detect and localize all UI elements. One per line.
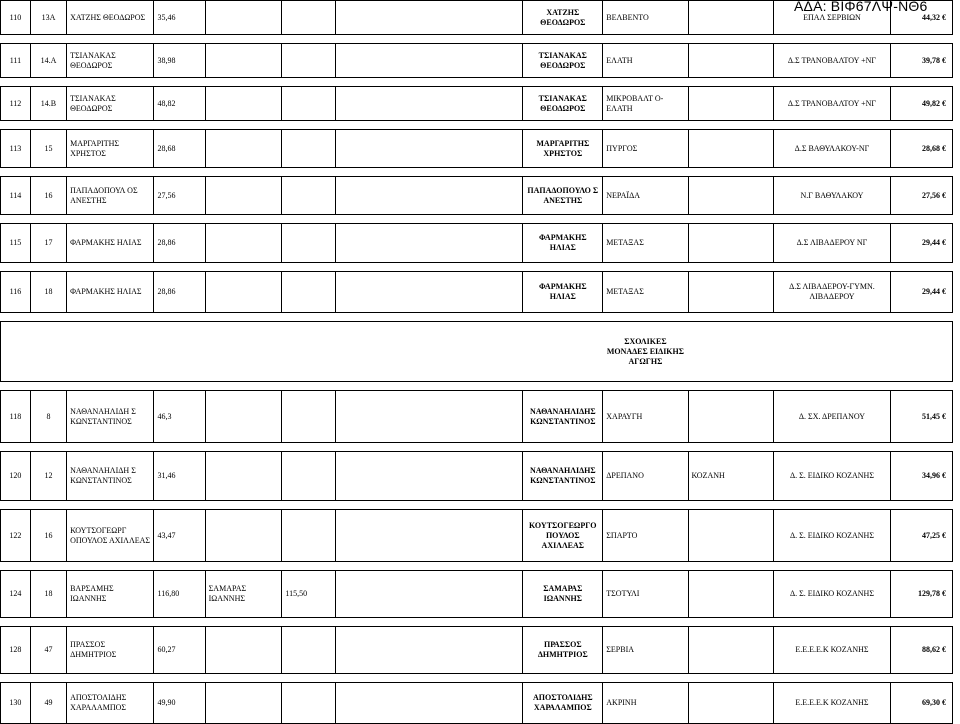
school-name: Δ. Σ. ΕΙΔΙΚΟ ΚΟΖΑΝΗΣ <box>773 452 890 501</box>
spacer-row <box>1 78 953 87</box>
school-name: Δ.Σ ΒΑΘΥΛΑΚΟΥ-ΝΓ <box>773 130 890 168</box>
contractor-name: ΠΑΠΑΔΟΠΟΥΛ ΟΣ ΑΝΕΣΤΗΣ <box>67 177 154 215</box>
row-index: 111 <box>1 44 31 78</box>
daily-cost: 39,78 € <box>891 44 953 78</box>
awarded-name: ΚΟΥΤΣΟΓΕΩΡΓΟ ΠΟΥΛΟΣ ΑΧΙΛΛΕΑΣ <box>523 510 603 562</box>
second-contractor-name <box>205 1 282 35</box>
spacer-row <box>1 562 953 571</box>
school-name: Δ. Σ. ΕΙΔΙΚΟ ΚΟΖΑΝΗΣ <box>773 510 890 562</box>
region-name <box>688 627 773 674</box>
school-name: ΕΠΑΛ ΣΕΡΒΙΩΝ <box>773 1 890 35</box>
second-contractor-name <box>205 44 282 78</box>
route-number: 16 <box>30 510 66 562</box>
contractor-name: ΧΑΤΖΗΣ ΘΕΟΔΩΡΟΣ <box>67 1 154 35</box>
spacer-cell <box>1 618 953 627</box>
row-index: 115 <box>1 224 31 263</box>
contractor-amount: 35,46 <box>154 1 205 35</box>
second-contractor-amount <box>282 130 335 168</box>
route-number: 18 <box>30 571 66 618</box>
region-name <box>688 1 773 35</box>
empty-cell <box>335 224 523 263</box>
empty-cell <box>335 510 523 562</box>
second-contractor-name <box>205 177 282 215</box>
spacer-cell <box>1 562 953 571</box>
spacer-row <box>1 443 953 452</box>
contractor-amount: 46,3 <box>154 391 205 443</box>
spacer-cell <box>1 313 953 322</box>
school-name: Δ.Σ ΤΡΑΝΟΒΑΛΤΟΥ +ΝΓ <box>773 87 890 121</box>
contractor-name: ΦΑΡΜΑΚΗΣ ΗΛΙΑΣ <box>67 272 154 313</box>
second-contractor-name <box>205 272 282 313</box>
daily-cost: 47,25 € <box>891 510 953 562</box>
table-row <box>1 130 953 168</box>
daily-cost: 29,44 € <box>891 224 953 263</box>
row-index: 124 <box>1 571 31 618</box>
route-number: 14.Β <box>30 87 66 121</box>
table-row <box>1 510 953 562</box>
route-number: 47 <box>30 627 66 674</box>
spacer-row <box>1 168 953 177</box>
second-contractor-amount <box>282 1 335 35</box>
awarded-name: ΧΑΤΖΗΣ ΘΕΟΔΩΡΟΣ <box>523 1 603 35</box>
school-name: Δ.Σ ΛΙΒΑΔΕΡΟΥ ΝΓ <box>773 224 890 263</box>
route-place: ΒΕΛΒΕΝΤΟ <box>603 1 688 35</box>
spacer-cell <box>1 215 953 224</box>
region-name <box>688 177 773 215</box>
section-title: ΣΧΟΛΙΚΕΣ ΜΟΝΑΔΕΣ ΕΙΔΙΚΗΣ ΑΓΩΓΗΣ <box>603 322 688 382</box>
spacer-row <box>1 35 953 44</box>
route-place: ΔΡΕΠΑΝΟ <box>603 452 688 501</box>
row-index: 122 <box>1 510 31 562</box>
route-place: ΣΕΡΒΙΑ <box>603 627 688 674</box>
region-name <box>688 391 773 443</box>
daily-cost: 129,78 € <box>891 571 953 618</box>
awarded-name: ΠΡΑΣΣΟΣ ΔΗΜΗΤΡΙΟΣ <box>523 627 603 674</box>
empty-cell <box>335 130 523 168</box>
contractor-name: ΦΑΡΜΑΚΗΣ ΗΛΙΑΣ <box>67 224 154 263</box>
contractor-name: ΤΣΙΑΝΑΚΑΣ ΘΕΟΔΩΡΟΣ <box>67 44 154 78</box>
second-contractor-name <box>205 627 282 674</box>
spacer-row <box>1 313 953 322</box>
spacer-row <box>1 215 953 224</box>
contractor-name: ΚΟΥΤΣΟΓΕΩΡΓ ΟΠΟΥΛΟΣ ΑΧΙΛΛΕΑΣ <box>67 510 154 562</box>
route-place: ΠΥΡΓΟΣ <box>603 130 688 168</box>
route-place: ΝΕΡΑΪΔΑ <box>603 177 688 215</box>
region-name <box>688 683 773 724</box>
spacer-row <box>1 263 953 272</box>
spacer-cell <box>1 501 953 510</box>
table-row <box>1 224 953 263</box>
daily-cost: 34,96 € <box>891 452 953 501</box>
daily-cost: 27,56 € <box>891 177 953 215</box>
spacer-cell <box>1 168 953 177</box>
spacer-cell <box>1 35 953 44</box>
contractor-amount: 49,90 <box>154 683 205 724</box>
awarded-name: ΣΑΜΑΡΑΣ ΙΩΑΝΝΗΣ <box>523 571 603 618</box>
region-name <box>688 510 773 562</box>
row-index: 112 <box>1 87 31 121</box>
school-name: Ε.Ε.Ε.Ε.Κ ΚΟΖΑΝΗΣ <box>773 683 890 724</box>
contractor-name: ΜΑΡΓΑΡΙΤΗΣ ΧΡΗΣΤΟΣ <box>67 130 154 168</box>
route-place: ΜΙΚΡΟΒΑΛΤ Ο-ΕΛΑΤΗ <box>603 87 688 121</box>
second-contractor-amount <box>282 452 335 501</box>
row-index: 130 <box>1 683 31 724</box>
route-number: 18 <box>30 272 66 313</box>
second-contractor-name <box>205 391 282 443</box>
contractor-amount: 28,86 <box>154 272 205 313</box>
school-name: Δ. ΣΧ. ΔΡΕΠΑΝΟΥ <box>773 391 890 443</box>
route-number: 49 <box>30 683 66 724</box>
empty-cell <box>335 391 523 443</box>
awarded-name: ΜΑΡΓΑΡΙΤΗΣ ΧΡΗΣΤΟΣ <box>523 130 603 168</box>
empty-cell <box>335 87 523 121</box>
awarded-name: ΝΑΘΑΝΑΗΛΙΔΗΣ ΚΩΝΣΤΑΝΤΙΝΟΣ <box>523 452 603 501</box>
contractor-name: ΝΑΘΑΝΑΗΛΙΔΗ Σ ΚΩΝΣΤΑΝΤΙΝΟΣ <box>67 452 154 501</box>
second-contractor-name <box>205 452 282 501</box>
daily-cost: 88,62 € <box>891 627 953 674</box>
contractor-name: ΒΑΡΣΑΜΗΣ ΙΩΑΝΝΗΣ <box>67 571 154 618</box>
spacer-cell <box>1 443 953 452</box>
region-name <box>688 87 773 121</box>
region-name <box>688 272 773 313</box>
spacer-row <box>1 618 953 627</box>
row-index: 110 <box>1 1 31 35</box>
daily-cost: 28,68 € <box>891 130 953 168</box>
route-number: 14.Α <box>30 44 66 78</box>
contractor-amount: 60,27 <box>154 627 205 674</box>
ada-watermark: ΑΔΑ: ΒΙΦ67ΛΨ-ΝΘ6 <box>794 0 928 14</box>
second-contractor-amount <box>282 224 335 263</box>
contractor-name: ΤΣΙΑΝΑΚΑΣ ΘΕΟΔΩΡΟΣ <box>67 87 154 121</box>
school-name: Ν.Γ ΒΑΘΥΛΑΚΟΥ <box>773 177 890 215</box>
school-name: Δ.Σ ΤΡΑΝΟΒΑΛΤΟΥ +ΝΓ <box>773 44 890 78</box>
region-name <box>688 571 773 618</box>
spacer-cell <box>1 674 953 683</box>
region-name <box>688 224 773 263</box>
route-place: ΧΑΡΑΥΓΗ <box>603 391 688 443</box>
second-contractor-name <box>205 130 282 168</box>
row-index: 113 <box>1 130 31 168</box>
route-place: ΜΕΤΑΞΑΣ <box>603 272 688 313</box>
route-number: 8 <box>30 391 66 443</box>
row-index: 114 <box>1 177 31 215</box>
second-contractor-amount <box>282 683 335 724</box>
region-name: ΚΟΖΑΝΗ <box>688 452 773 501</box>
empty-cell <box>335 1 523 35</box>
contractor-name: ΠΡΑΣΣΟΣ ΔΗΜΗΤΡΙΟΣ <box>67 627 154 674</box>
route-number: 17 <box>30 224 66 263</box>
contractor-amount: 116,80 <box>154 571 205 618</box>
daily-cost: 51,45 € <box>891 391 953 443</box>
contractor-amount: 48,82 <box>154 87 205 121</box>
spacer-cell <box>1 263 953 272</box>
awarded-name: ΝΑΘΑΝΑΗΛΙΔΗΣ ΚΩΝΣΤΑΝΤΙΝΟΣ <box>523 391 603 443</box>
empty-cell <box>335 177 523 215</box>
second-contractor-amount <box>282 272 335 313</box>
contractor-amount: 27,56 <box>154 177 205 215</box>
route-place: ΤΣΟΤΥΛΙ <box>603 571 688 618</box>
awarded-name: ΤΣΙΑΝΑΚΑΣ ΘΕΟΔΩΡΟΣ <box>523 44 603 78</box>
second-contractor-name: ΣΑΜΑΡΑΣ ΙΩΑΝΝΗΣ <box>205 571 282 618</box>
row-index: 118 <box>1 391 31 443</box>
daily-cost: 49,82 € <box>891 87 953 121</box>
second-contractor-amount <box>282 391 335 443</box>
daily-cost: 44,32 € <box>891 1 953 35</box>
contractor-name: ΑΠΟΣΤΟΛΙΔΗΣ ΧΑΡΑΛΑΜΠΟΣ <box>67 683 154 724</box>
table-row <box>1 272 953 313</box>
second-contractor-amount <box>282 177 335 215</box>
spacer-cell <box>1 121 953 130</box>
table-body <box>1 1 953 724</box>
spacer-row <box>1 674 953 683</box>
school-name: Δ. Σ. ΕΙΔΙΚΟ ΚΟΖΑΝΗΣ <box>773 571 890 618</box>
awarded-name: ΤΣΙΑΝΑΚΑΣ ΘΕΟΔΩΡΟΣ <box>523 87 603 121</box>
row-index: 116 <box>1 272 31 313</box>
route-number: 12 <box>30 452 66 501</box>
second-contractor-amount <box>282 87 335 121</box>
awarded-name: ΦΑΡΜΑΚΗΣ ΗΛΙΑΣ <box>523 224 603 263</box>
table-row <box>1 391 953 443</box>
table-row <box>1 44 953 78</box>
route-number: 16 <box>30 177 66 215</box>
route-number: 15 <box>30 130 66 168</box>
awarded-name: ΦΑΡΜΑΚΗΣ ΗΛΙΑΣ <box>523 272 603 313</box>
empty-cell <box>335 272 523 313</box>
empty-cell <box>335 571 523 618</box>
daily-cost: 69,30 € <box>891 683 953 724</box>
empty-cell <box>335 683 523 724</box>
empty-cell <box>335 627 523 674</box>
second-contractor-amount <box>282 627 335 674</box>
table-row <box>1 452 953 501</box>
second-contractor-name <box>205 224 282 263</box>
daily-cost: 29,44 € <box>891 272 953 313</box>
row-index: 120 <box>1 452 31 501</box>
contractor-amount: 28,68 <box>154 130 205 168</box>
region-name <box>688 44 773 78</box>
second-contractor-amount <box>282 510 335 562</box>
awarded-name: ΠΑΠΑΔΟΠΟΥΛΟ Σ ΑΝΕΣΤΗΣ <box>523 177 603 215</box>
contractor-amount: 31,46 <box>154 452 205 501</box>
table-row <box>1 683 953 724</box>
spacer-row <box>1 501 953 510</box>
school-name: Δ.Σ ΛΙΒΑΔΕΡΟΥ-ΓΥΜΝ. ΛΙΒΑΔΕΡΟΥ <box>773 272 890 313</box>
awarded-name: ΑΠΟΣΤΟΛΙΔΗΣ ΧΑΡΑΛΑΜΠΟΣ <box>523 683 603 724</box>
table-row <box>1 87 953 121</box>
route-place: ΑΚΡΙΝΗ <box>603 683 688 724</box>
table-row <box>1 571 953 618</box>
spacer-row <box>1 121 953 130</box>
contractor-amount: 43,47 <box>154 510 205 562</box>
second-contractor-name <box>205 510 282 562</box>
section-row <box>1 322 953 382</box>
table-row <box>1 177 953 215</box>
empty-cell <box>335 452 523 501</box>
school-name: Ε.Ε.Ε.Ε.Κ ΚΟΖΑΝΗΣ <box>773 627 890 674</box>
region-name <box>688 130 773 168</box>
contractor-amount: 28,86 <box>154 224 205 263</box>
second-contractor-amount <box>282 44 335 78</box>
table-row <box>1 627 953 674</box>
empty-cell <box>335 44 523 78</box>
route-number: 13Α <box>30 1 66 35</box>
second-contractor-name <box>205 87 282 121</box>
row-index: 128 <box>1 627 31 674</box>
contractor-name: ΝΑΘΑΝΑΗΛΙΔΗ Σ ΚΩΝΣΤΑΝΤΙΝΟΣ <box>67 391 154 443</box>
section-empty <box>1 322 603 382</box>
section-empty <box>688 322 952 382</box>
second-contractor-amount: 115,50 <box>282 571 335 618</box>
route-place: ΣΠΑΡΤΟ <box>603 510 688 562</box>
spacer-cell <box>1 78 953 87</box>
spacer-row <box>1 382 953 391</box>
route-place: ΕΛΑΤΗ <box>603 44 688 78</box>
contractor-amount: 38,98 <box>154 44 205 78</box>
second-contractor-name <box>205 683 282 724</box>
route-place: ΜΕΤΑΞΑΣ <box>603 224 688 263</box>
spacer-cell <box>1 382 953 391</box>
